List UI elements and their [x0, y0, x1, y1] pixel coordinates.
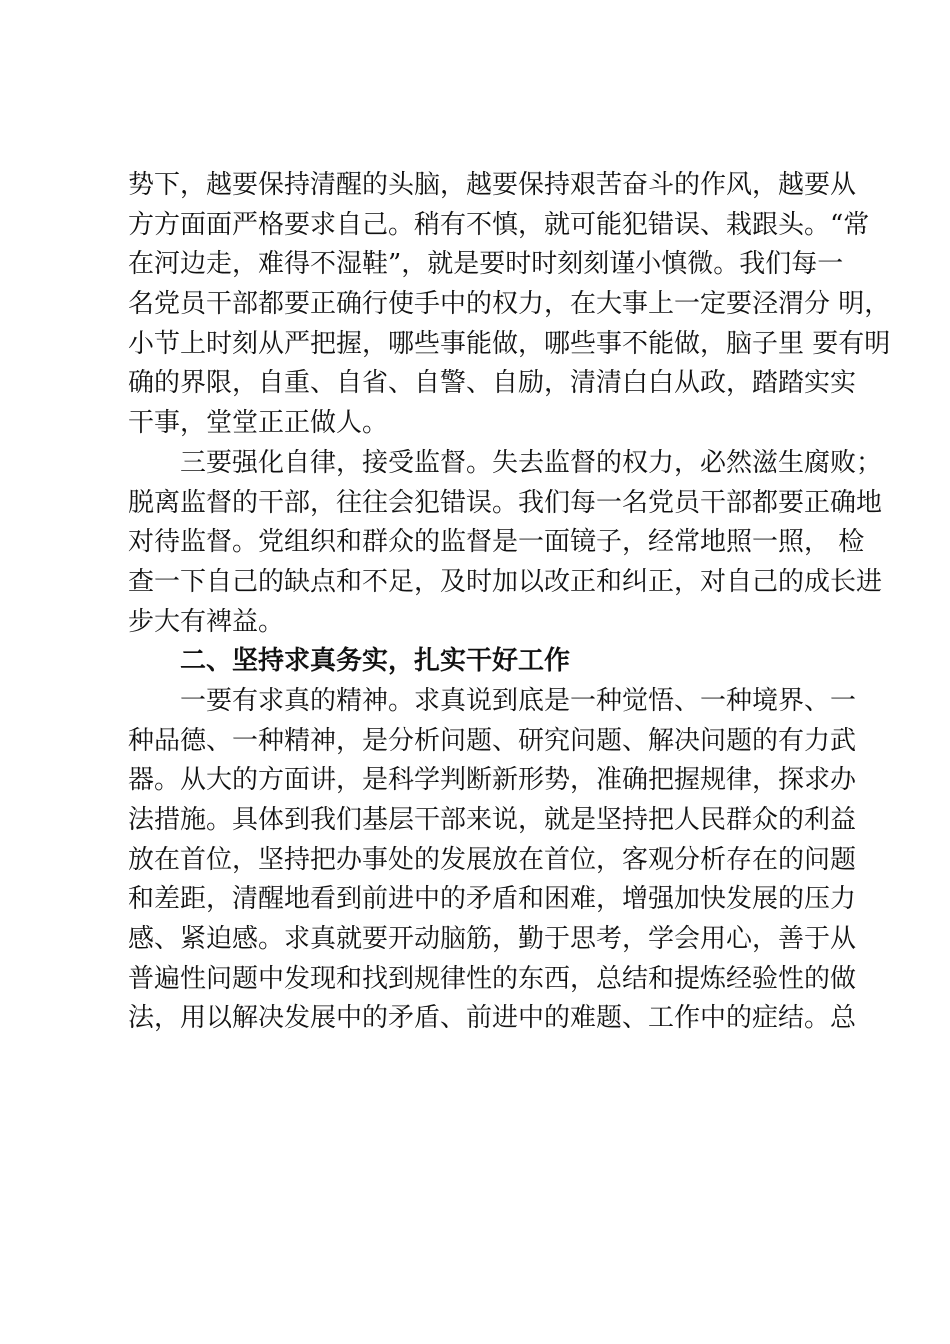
text-line: 二、坚持求真务实，扎实干好工作	[180, 646, 571, 677]
text-line: 器。从大的方面讲，是科学判断新形势，准确把握规律，探求办	[128, 765, 857, 796]
text-line: 小节上时刻从严把握，哪些事能做，哪些事不能做，脑子里 要有明	[128, 328, 891, 359]
paragraph	[128, 682, 857, 1039]
text-line: 法，用以解决发展中的矛盾、前进中的难题、工作中的症结。总	[128, 1003, 857, 1034]
text-line: 和差距，清醒地看到前进中的矛盾和困难，增强加快发展的压力	[128, 884, 857, 915]
text-line: 名党员干部都要正确行使手中的权力，在大事上一定要泾渭分 明，	[128, 289, 891, 320]
paragraph	[128, 166, 891, 444]
text-line: 方方面面严格要求自己。稍有不慎，就可能犯错误、栽跟头。“常	[128, 209, 870, 240]
text-line: 查一下自己的缺点和不足，及时加以改正和纠正，对自己的成长进	[128, 566, 883, 597]
text-line: 普遍性问题中发现和找到规律性的东西，总结和提炼经验性的做	[128, 963, 857, 994]
text-line: 确的界限，自重、自省、自警、自励，清清白白从政，踏踏实实	[128, 368, 857, 399]
text-line: 在河边走，难得不湿鞋”，就是要时时刻刻谨小慎微。我们每一	[128, 249, 844, 280]
text-line: 种品德、一种精神，是分析问题、研究问题、解决问题的有力武	[128, 725, 857, 756]
text-line: 三要强化自律，接受监督。失去监督的权力，必然滋生腐败；	[180, 447, 883, 478]
text-line: 放在首位，坚持把办事处的发展放在首位，客观分析存在的问题	[128, 844, 857, 875]
text-line: 干事，堂堂正正做人。	[128, 408, 389, 439]
paragraph	[128, 444, 883, 642]
document-page	[128, 166, 891, 1039]
text-line: 脱离监督的干部，往往会犯错误。我们每一名党员干部都要正确地	[128, 487, 883, 518]
text-line: 一要有求真的精神。求真说到底是一种觉悟、一种境界、一	[180, 685, 857, 716]
section-heading	[128, 642, 840, 682]
text-line: 对待监督。党组织和群众的监督是一面镜子，经常地照一照， 检	[128, 527, 865, 558]
text-line: 势下，越要保持清醒的头脑，越要保持艰苦奋斗的作风，越要从	[128, 170, 857, 200]
text-line: 步大有裨益。	[128, 606, 285, 637]
text-line: 法措施。具体到我们基层干部来说，就是坚持把人民群众的利益	[128, 805, 857, 835]
text-line: 感、紧迫感。求真就要开动脑筋，勤于思考，学会用心，善于从	[128, 924, 857, 955]
